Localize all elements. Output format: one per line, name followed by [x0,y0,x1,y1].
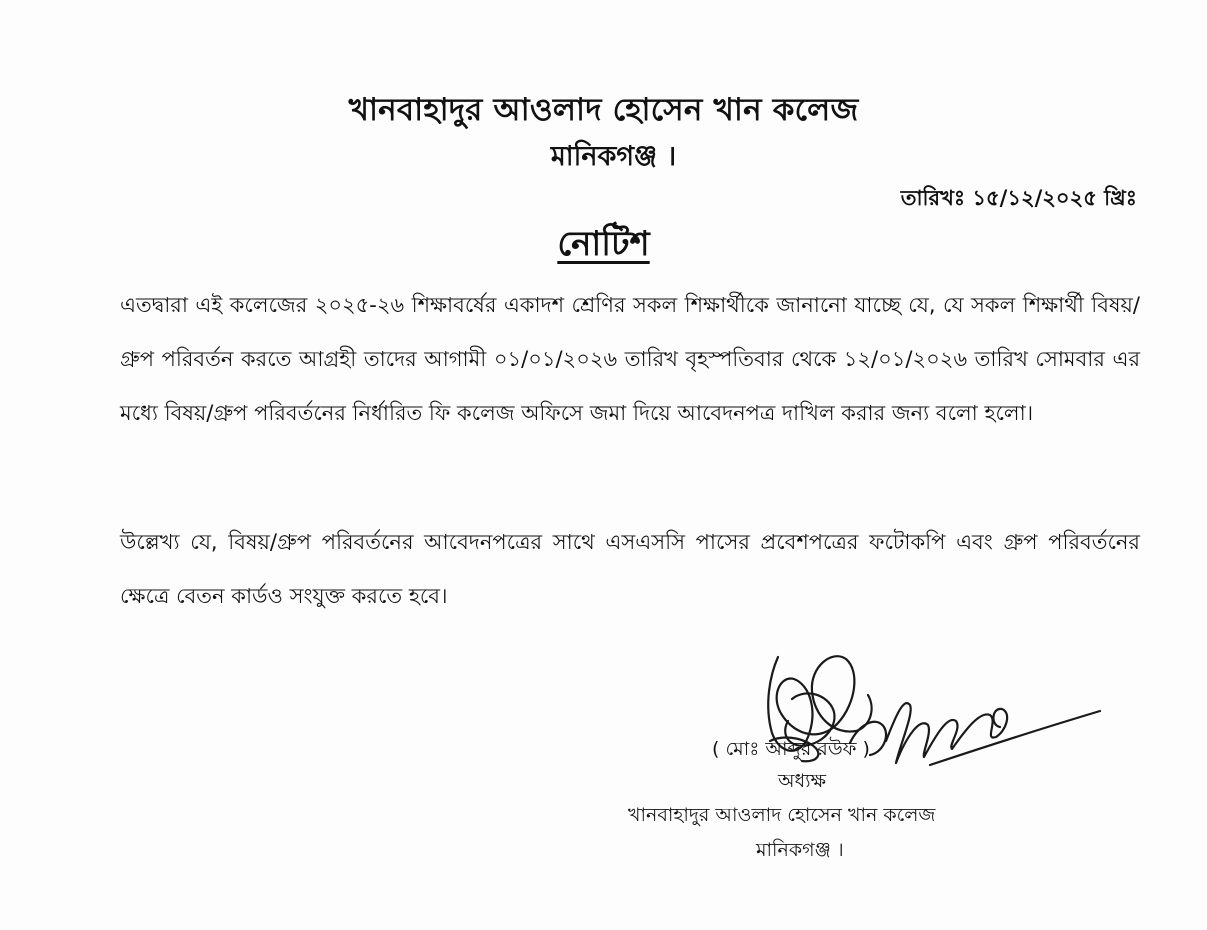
notice-paragraph-2: উল্লেখ্য যে, বিষয়/গ্রুপ পরিবর্তনের আবেদনপত্রের সাথে এসএসসি পাসের প্রবেশপত্রের ফটোকপি এবং গ্রুপ পরিবর্তনের ক্ষেত্রে বেতন কার্ডও সংযুক্ত করতে হবে। [120,530,1140,608]
signer-title: অধ্যক্ষ [778,770,827,792]
signer-name: ( মোঃ আব্দুর রউফ ) [712,738,870,760]
signer-college: খানবাহাদুর আওলাদ হোসেন খান কলেজ [628,804,936,826]
handwritten-signature [700,645,1120,795]
signer-location: মানিকগঞ্জ । [756,839,844,861]
college-location: মানিকগঞ্জ । [550,141,677,172]
college-name-heading: খানবাহাদুর আওলাদ হোসেন খান কলেজ [348,92,859,128]
notice-date: তারিখঃ ১৫/১২/২০২৫ খ্রিঃ [900,186,1137,210]
notice-paragraph-1: এতদ্বারা এই কলেজের ২০২৫-২৬ শিক্ষাবর্ষের একাদশ শ্রেণির সকল শিক্ষার্থীকে জানানো যাচ্ছে যে, যে সকল শিক্ষার্থী বিষয়/গ্রুপ পরিবর্তন করতে আগ্রহী তাদের আগামী ০১/০১/২০২৬ তারিখ বৃহস্পতিবার থেকে ১২/০১/২০২৬ তারিখ সোমবার এর মধ্যে বিষয়/গ্রুপ পরিবর্তনের নির্ধারিত ফি কলেজ অফিসে জমা দিয়ে আবেদনপত্র দাখিল করার জন্য বলো হলো। [120,293,1140,425]
signature-scribble-icon [700,645,1120,795]
notice-title: নোটিশ [557,224,650,264]
